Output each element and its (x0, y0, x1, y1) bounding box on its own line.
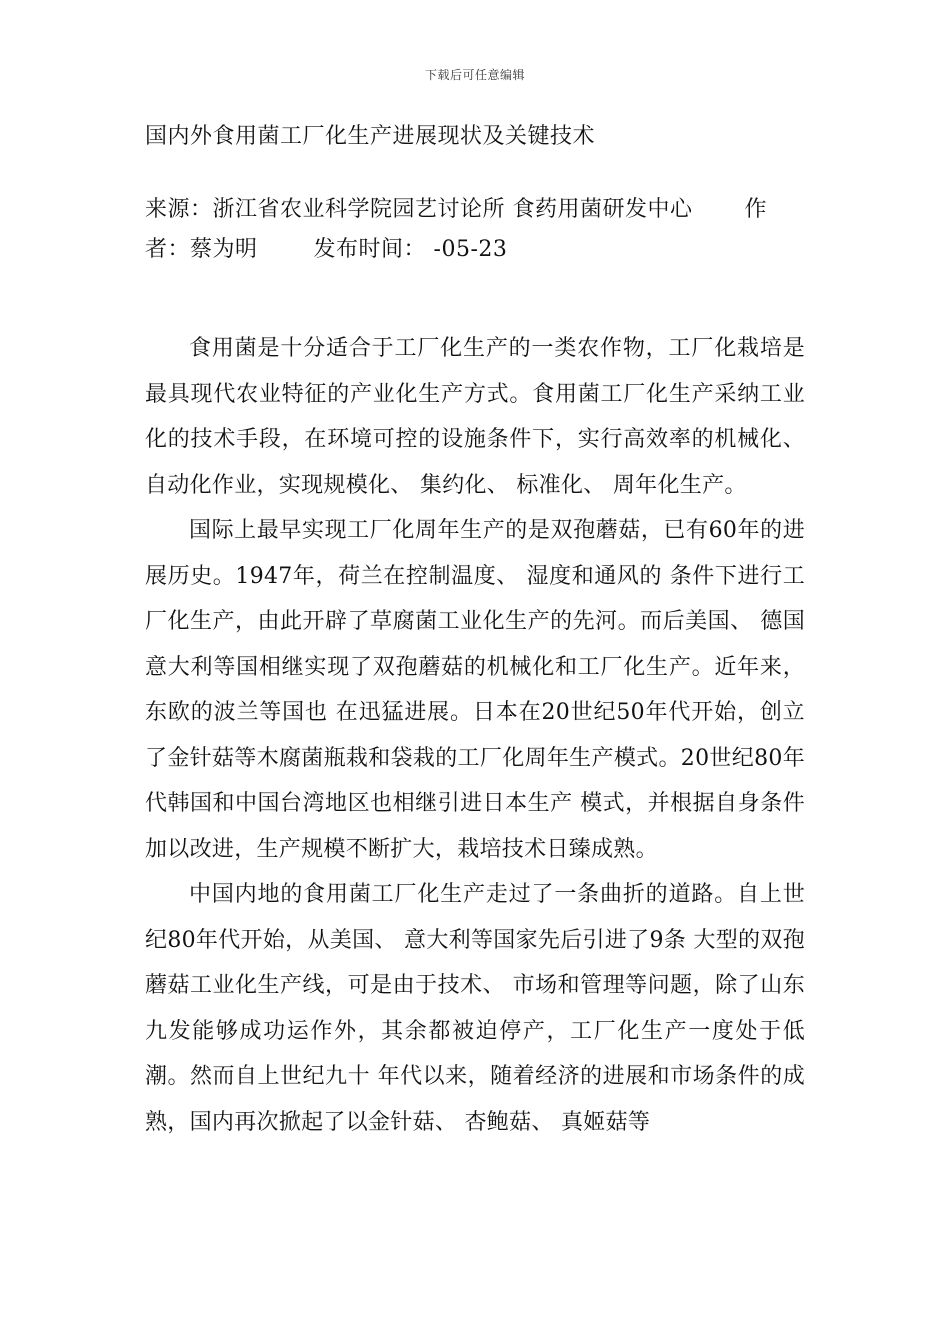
source-label: 来源： (145, 197, 213, 222)
document-body (145, 120, 805, 1145)
author-value: 蔡为明 (190, 237, 258, 262)
paragraph: 中国内地的食用菌工厂化生产走过了一条曲折的道路。自上世纪80年代开始，从美国、 意大利等国家先后引进了9条 大型的双孢蘑菇工业化生产线，可是由于技术、 市场和管理等问题，除了山东九发能够成功运作外，其余都被迫停产，工厂化生产一度处于低潮。然而自上世纪九十 年代以来，随着经济的进展和市场条件的成熟，国内再次掀起了以金针菇、 杏鲍菇、 真姬菇等 (145, 882, 805, 1135)
document-title: 国内外食用菌工厂化生产进展现状及关键技术 (145, 124, 596, 149)
paragraph: 国际上最早实现工厂化周年生产的是双孢蘑菇，已有60年的进展历史。1947年，荷兰在控制温度、 湿度和通风的 条件下进行工厂化生产，由此开辟了草腐菌工业化生产的先河。而后美国、 德国意大利等国相继实现了双孢蘑菇的机械化和工厂化生产。近年来，东欧的波兰等国也 在迅猛进展。日本在20世纪50年代开始，创立了金针菇等木腐菌瓶栽和袋栽的工厂化周年生产模式。20世纪80年代韩国和中国台湾地区也相继引进日本生产 模式，并根据自身条件加以改进，生产规模不断扩大，栽培技术日臻成熟。 (145, 518, 805, 862)
header-note: 下载后可任意编辑 (424, 68, 525, 82)
paragraph: 食用菌是十分适合于工厂化生产的一类农作物，工厂化栽培是最具现代农业特征的产业化生产方式。食用菌工厂化生产采纳工业化的技术手段，在环境可控的设施条件下，实行高效率的机械化、 自动化作业，实现规模化、 集约化、 标准化、 周年化生产。 (145, 336, 805, 498)
date-value: -05-23 (426, 237, 508, 262)
date-label: 发布时间： (313, 237, 427, 262)
author-label: 作者： (145, 197, 768, 262)
article-meta (145, 190, 805, 270)
source-value: 浙江省农业科学院园艺讨论所 食药用菌研发中心 (212, 197, 693, 222)
